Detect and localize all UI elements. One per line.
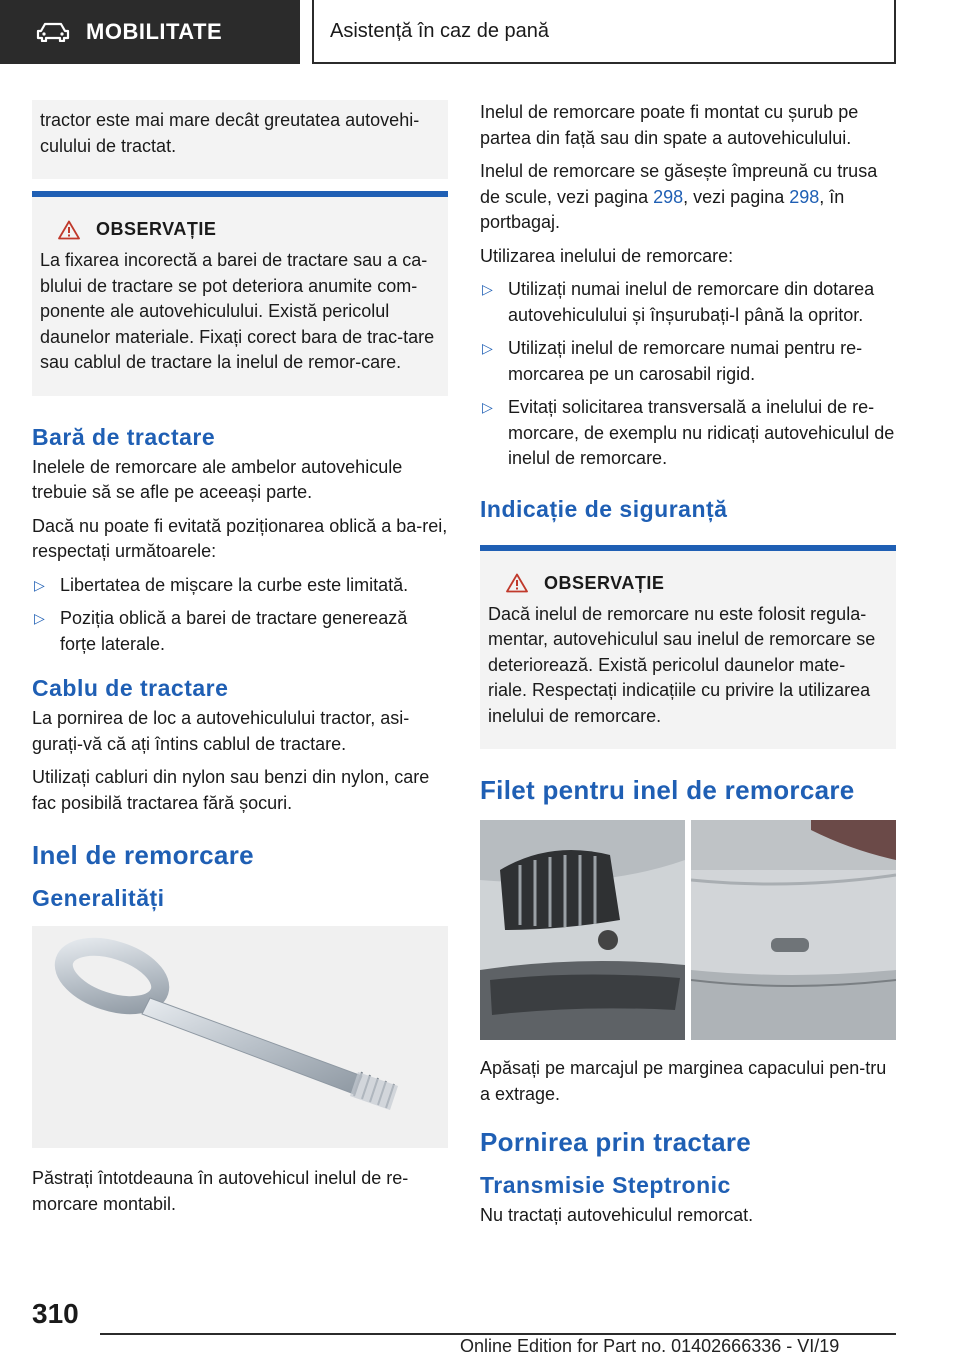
triangle-bullet-icon: ▷ <box>34 610 45 626</box>
warning-title: OBSERVAȚIE <box>40 219 436 240</box>
page-link[interactable]: 298 <box>653 186 684 207</box>
warning-box-1 <box>32 191 448 396</box>
triangle-bullet-icon: ▷ <box>482 399 493 415</box>
right-column <box>480 100 896 1237</box>
ring-mount-text: Inelul de remorcare poate fi montat cu șurub pe partea din față sau din spate a autovehiculului. <box>480 102 859 148</box>
towing-eye-image <box>32 926 448 1148</box>
intro-box <box>32 100 448 179</box>
triangle-bullet-icon: ▷ <box>482 340 493 356</box>
warning-title: OBSERVAȚIE <box>488 573 884 594</box>
edition-text: Online Edition for Part no. 01402666336 - VI/19 <box>460 1336 840 1356</box>
thread-photos <box>480 820 896 1040</box>
bar-heading: Bară de tractare <box>32 423 216 450</box>
section-tab <box>0 0 300 64</box>
ring-caption: Păstrați întotdeauna în autovehicul inelul de re-morcare montabil. <box>32 1168 409 1214</box>
warning-box-2 <box>480 545 896 750</box>
chapter-title: Asistență în caz de pană <box>330 19 550 42</box>
warning-triangle-icon <box>58 220 80 240</box>
ring-location-text: Inelul de remorcare se găsește împreună cu trusa de scule, vezi pagina 298, vezi pagina 298, în portbagaj. <box>480 161 878 232</box>
warning-text: La fixarea incorectă a barei de tractare sau a ca-blului de tractare se pot deteriora anumite com-ponente ale autovehiculului. Există pericolul daunelor materiale. Fixați corect bara de trac-tare sau cablul de tractare la inelul de remor-care. <box>40 250 435 372</box>
page-number: 310 <box>32 1298 79 1329</box>
intro-text: tractor este mai mare decât greutatea autovehi-culului de tractat. <box>40 110 420 156</box>
towing-eye-illustration <box>32 926 448 1148</box>
footer-divider <box>100 1333 896 1335</box>
chapter-tab <box>312 0 896 64</box>
thread-heading: Filet pentru inel de remorcare <box>480 775 855 805</box>
ring-heading: Inel de remorcare <box>32 840 254 870</box>
start-heading: Pornirea prin tractare <box>480 1127 752 1157</box>
list-item: ▷ Poziția oblică a barei de tractare generează forțe laterale. <box>34 608 408 654</box>
ring-subheading: Generalități <box>32 885 165 911</box>
cable-heading: Cablu de tractare <box>32 675 229 701</box>
car-icon <box>36 22 70 42</box>
start-subheading: Transmisie Steptronic <box>480 1172 731 1198</box>
bar-list <box>32 573 448 658</box>
thread-caption: Apăsați pe marcajul pe marginea capacului pen-tru a extrage. <box>480 1058 887 1104</box>
rear-bumper-photo <box>691 820 896 1040</box>
triangle-bullet-icon: ▷ <box>34 576 45 593</box>
list-item: ▷ Utilizați numai inelul de remorcare din dotarea autovehiculului și înșurubați-l până la opritor. <box>482 279 875 325</box>
bar-text-2: Dacă nu poate fi evitată poziționarea oblică a ba-rei, respectați următoarele: <box>32 515 448 561</box>
bar-text-1: Inelele de remorcare ale ambelor autovehicule trebuie să se afle pe aceeași parte. <box>32 456 403 502</box>
usage-intro: Utilizarea inelului de remorcare: <box>480 245 734 266</box>
list-item: ▷ Utilizați inelul de remorcare numai pentru re-morcarea pe un carosabil rigid. <box>482 338 863 384</box>
page-link[interactable]: 298 <box>789 186 820 207</box>
section-title: MOBILITATE <box>86 19 223 44</box>
start-text: Nu tractați autovehiculul remorcat. <box>480 1205 754 1225</box>
cable-text-2: Utilizați cabluri din nylon sau benzi din nylon, care fac posibilă tractarea fără șocuri. <box>32 767 430 813</box>
front-bumper-photo <box>480 820 685 1040</box>
safety-heading: Indicație de siguranță <box>480 495 728 522</box>
warning-triangle-icon <box>506 573 528 593</box>
usage-list <box>480 277 896 472</box>
list-item: ▷ Libertatea de mișcare la curbe este limitată. <box>32 573 448 599</box>
triangle-bullet-icon: ▷ <box>482 281 493 297</box>
cable-text-1: La pornirea de loc a autovehiculului tractor, asi-gurați-vă că ați întins cablul de tractare. <box>32 708 410 754</box>
list-item: ▷ Evitați solicitarea transversală a inelului de re-morcare, de exemplu nu ridicați autovehiculul de inelul de remorcare. <box>482 397 895 468</box>
warning-text: Dacă inelul de remorcare nu este folosit regula-mentar, autovehiculul sau inelul de remorcare se deteriorează. Există pericolul daunelor mate-riale. Respectați indicațiile cu privire la utilizarea inelului de remorcare. <box>488 603 876 726</box>
left-column <box>32 100 448 1225</box>
